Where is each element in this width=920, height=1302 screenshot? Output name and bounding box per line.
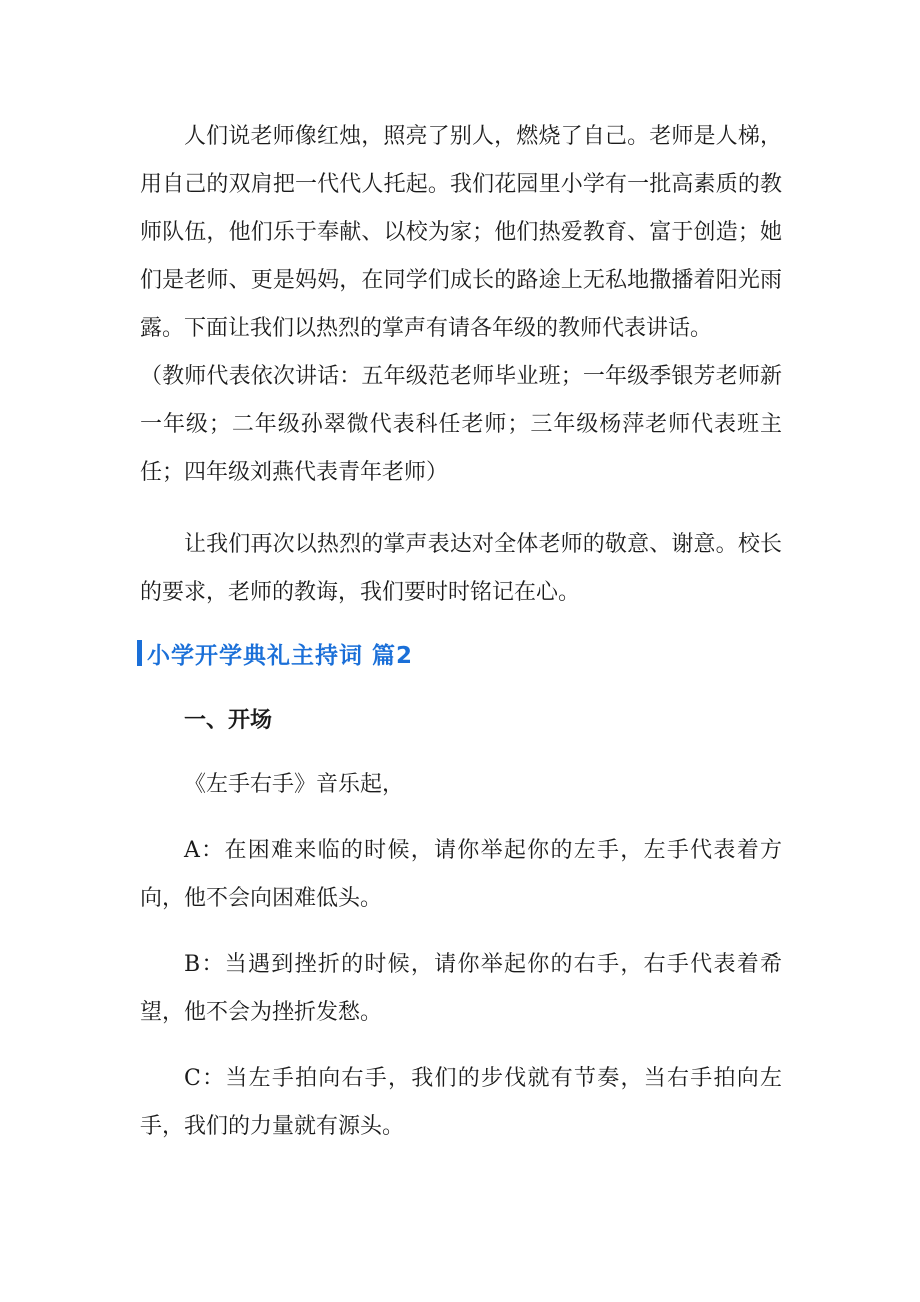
thanks-paragraph: 让我们再次以热烈的掌声表达对全体老师的敬意、谢意。校长的要求，老师的教诲，我们要时时铭记在心。 <box>140 532 782 605</box>
music-line: 《左手右手》音乐起， <box>184 772 405 797</box>
speaker-a-line: A：在困难来临的时候，请你举起你的左手，左手代表着方向，他不会向困难低头。 <box>140 838 782 911</box>
section-heading <box>137 633 413 673</box>
heading-marker-bar <box>137 640 142 666</box>
intro-paragraph: 人们说老师像红烛，照亮了别人，燃烧了自己。老师是人梯，用自己的双肩把一代代人托起。我们花园里小学有一批高素质的教师队伍，他们乐于奉献、以校为家；他们热爱教育、富于创造；她们是老师、更是妈妈，在同学们成长的路途上无私地撒播着阳光雨露。下面让我们以热烈的掌声有请各年级的教师代表讲话。 <box>140 124 782 341</box>
speaker-c-line: C：当左手拍向右手，我们的步伐就有节奏，当右手拍向左手，我们的力量就有源头。 <box>140 1066 782 1139</box>
subheading-opening: 一、开场 <box>184 708 273 733</box>
speaker-b-line: B：当遇到挫折的时候，请你举起你的右手，右手代表着希望，他不会为挫折发愁。 <box>140 952 782 1025</box>
teachers-paragraph: （教师代表依次讲话：五年级范老师毕业班；一年级季银芳老师新一年级；二年级孙翠微代表科任老师；三年级杨萍老师代表班主任；四年级刘燕代表青年老师） <box>140 364 782 485</box>
section-heading-text: 小学开学典礼主持词 篇2 <box>147 642 414 669</box>
